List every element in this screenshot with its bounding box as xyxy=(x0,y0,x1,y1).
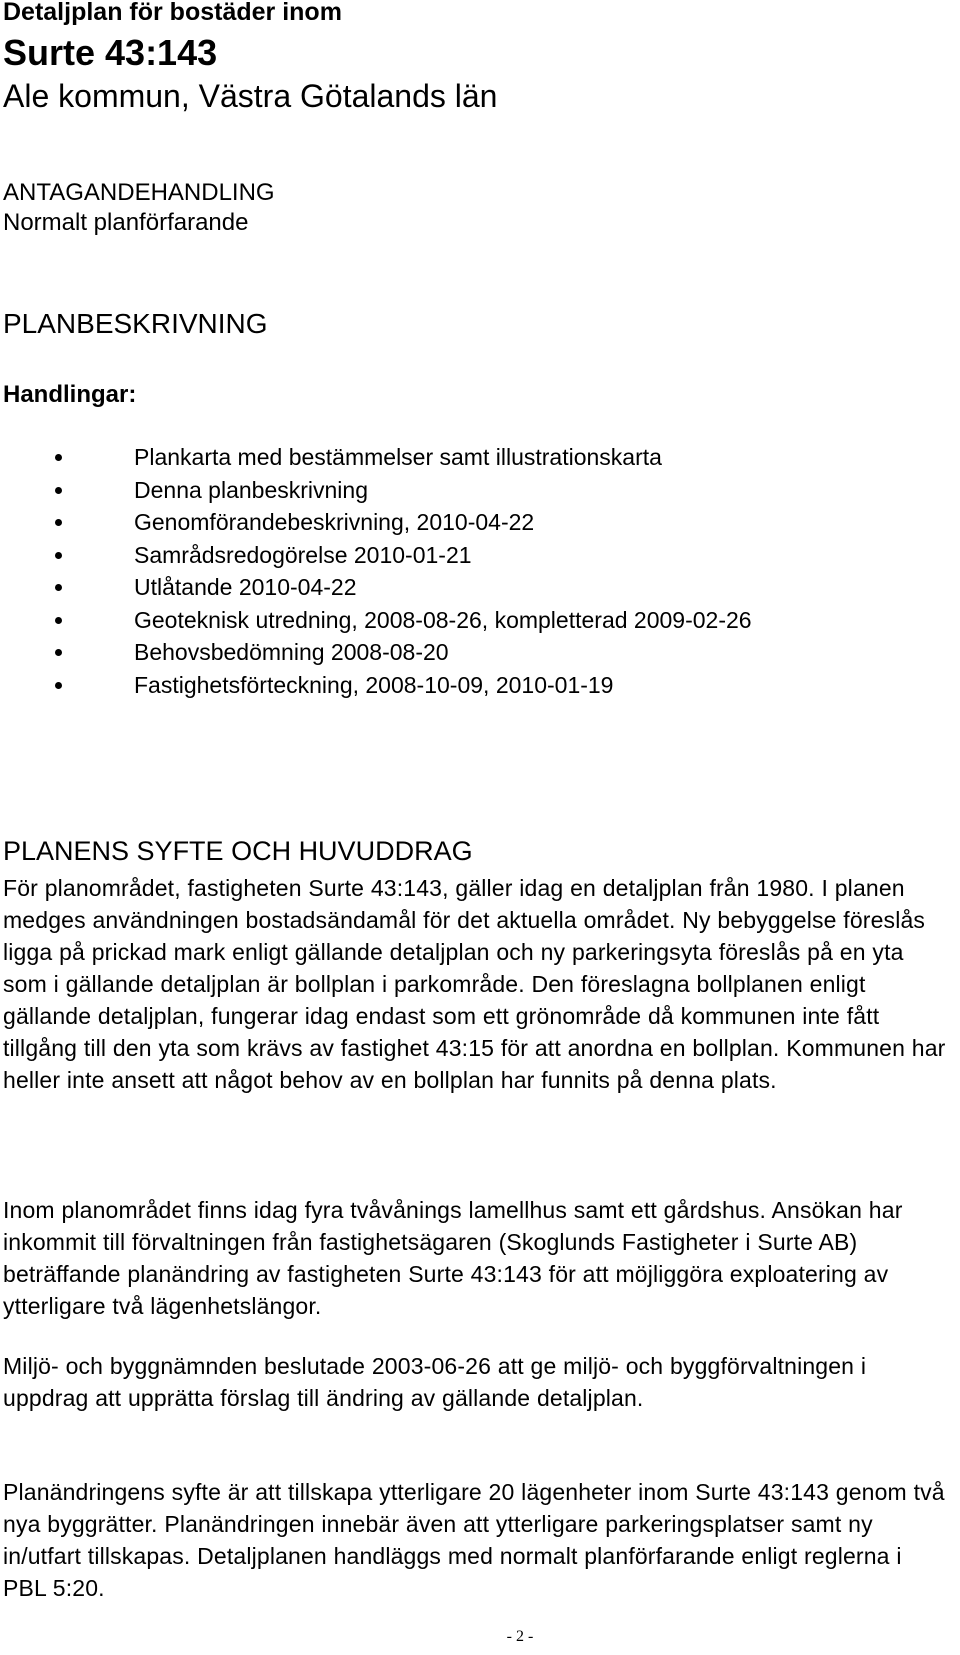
list-item-text: Fastighetsförteckning, 2008-10-09, 2010-01-19 xyxy=(134,671,614,698)
document-status xyxy=(3,178,275,238)
bullet-icon xyxy=(55,584,62,591)
bullet-icon xyxy=(55,682,62,689)
bullet-icon xyxy=(55,487,62,494)
paragraph: Miljö- och byggnämnden beslutade 2003-06-26 att ge miljö- och byggförvaltningen i uppdrag att upprätta förslag till ändring av gällande detaljplan. xyxy=(3,1353,867,1411)
paragraph: För planområdet, fastigheten Surte 43:143, gäller idag en detaljplan från 1980. I planen medges användningen bostadsändamål för det aktuella området. Ny bebyggelse föreslås ligga på prickad mark enligt gällande detaljplan och ny parkeringsyta föreslås på en yta som i gällande detaljplan är bollplan i parkområde. Den föreslagna bollplanen enligt gällande detaljplan, fungerar idag endast som ett grönområde då kommunen inte fått tillgång till den yta som krävs av fastighet 43:15 för att anordna en bollplan. Kommunen har heller inte ansett att något behov av en bollplan har funnits på denna plats. xyxy=(3,875,946,1093)
list-item-text: Geoteknisk utredning, 2008-08-26, kompletterad 2009-02-26 xyxy=(134,606,752,633)
list-item-text: Denna planbeskrivning xyxy=(134,476,368,503)
section-heading: PLANENS SYFTE OCH HUVUDDRAG xyxy=(3,836,473,866)
bullet-icon xyxy=(55,617,62,624)
document-title: Surte 43:143 xyxy=(3,32,218,73)
status-label: ANTAGANDEHANDLING xyxy=(3,179,275,206)
bullet-icon xyxy=(55,552,62,559)
list-item-text: Genomförandebeskrivning, 2010-04-22 xyxy=(134,509,535,535)
municipality-line: Ale kommun, Västra Götalands län xyxy=(3,78,498,114)
document-subtitle: Detaljplan för bostäder inom xyxy=(3,0,342,26)
page-number: - 2 - xyxy=(506,1628,534,1645)
document-type-heading: PLANBESKRIVNING xyxy=(3,308,268,339)
procedure-label: Normalt planförfarande xyxy=(3,209,249,236)
bullet-icon xyxy=(55,454,62,461)
list-item-text: Utlåtande 2010-04-22 xyxy=(134,574,357,600)
paragraph: Inom planområdet finns idag fyra tvåvånings lamellhus samt ett gårdshus. Ansökan har inkommit till förvaltningen från fastighetsägaren (Skoglunds Fastigheter i Surte AB) beträffande planändring av fastigheten Surte 43:143 för att möjliggöra exploatering av ytterligare två lägenhetslängor. xyxy=(3,1197,903,1319)
paragraph: Planändringens syfte är att tillskapa ytterligare 20 lägenheter inom Surte 43:143 genom två nya byggrätter. Planändringen innebär även att ytterligare parkeringsplatser samt ny in/utfart tillskapas. Detaljplanen handläggs med normalt planförfarande enligt reglerna i PBL 5:20. xyxy=(3,1479,945,1601)
list-item-text: Behovsbedömning 2008-08-20 xyxy=(134,639,449,665)
bullet-icon xyxy=(55,519,62,526)
handlingar-label: Handlingar: xyxy=(3,381,137,408)
bullet-icon xyxy=(55,649,62,656)
list-item-text: Samrådsredogörelse 2010-01-21 xyxy=(134,541,472,568)
list-item-text: Plankarta med bestämmelser samt illustrationskarta xyxy=(134,444,662,470)
